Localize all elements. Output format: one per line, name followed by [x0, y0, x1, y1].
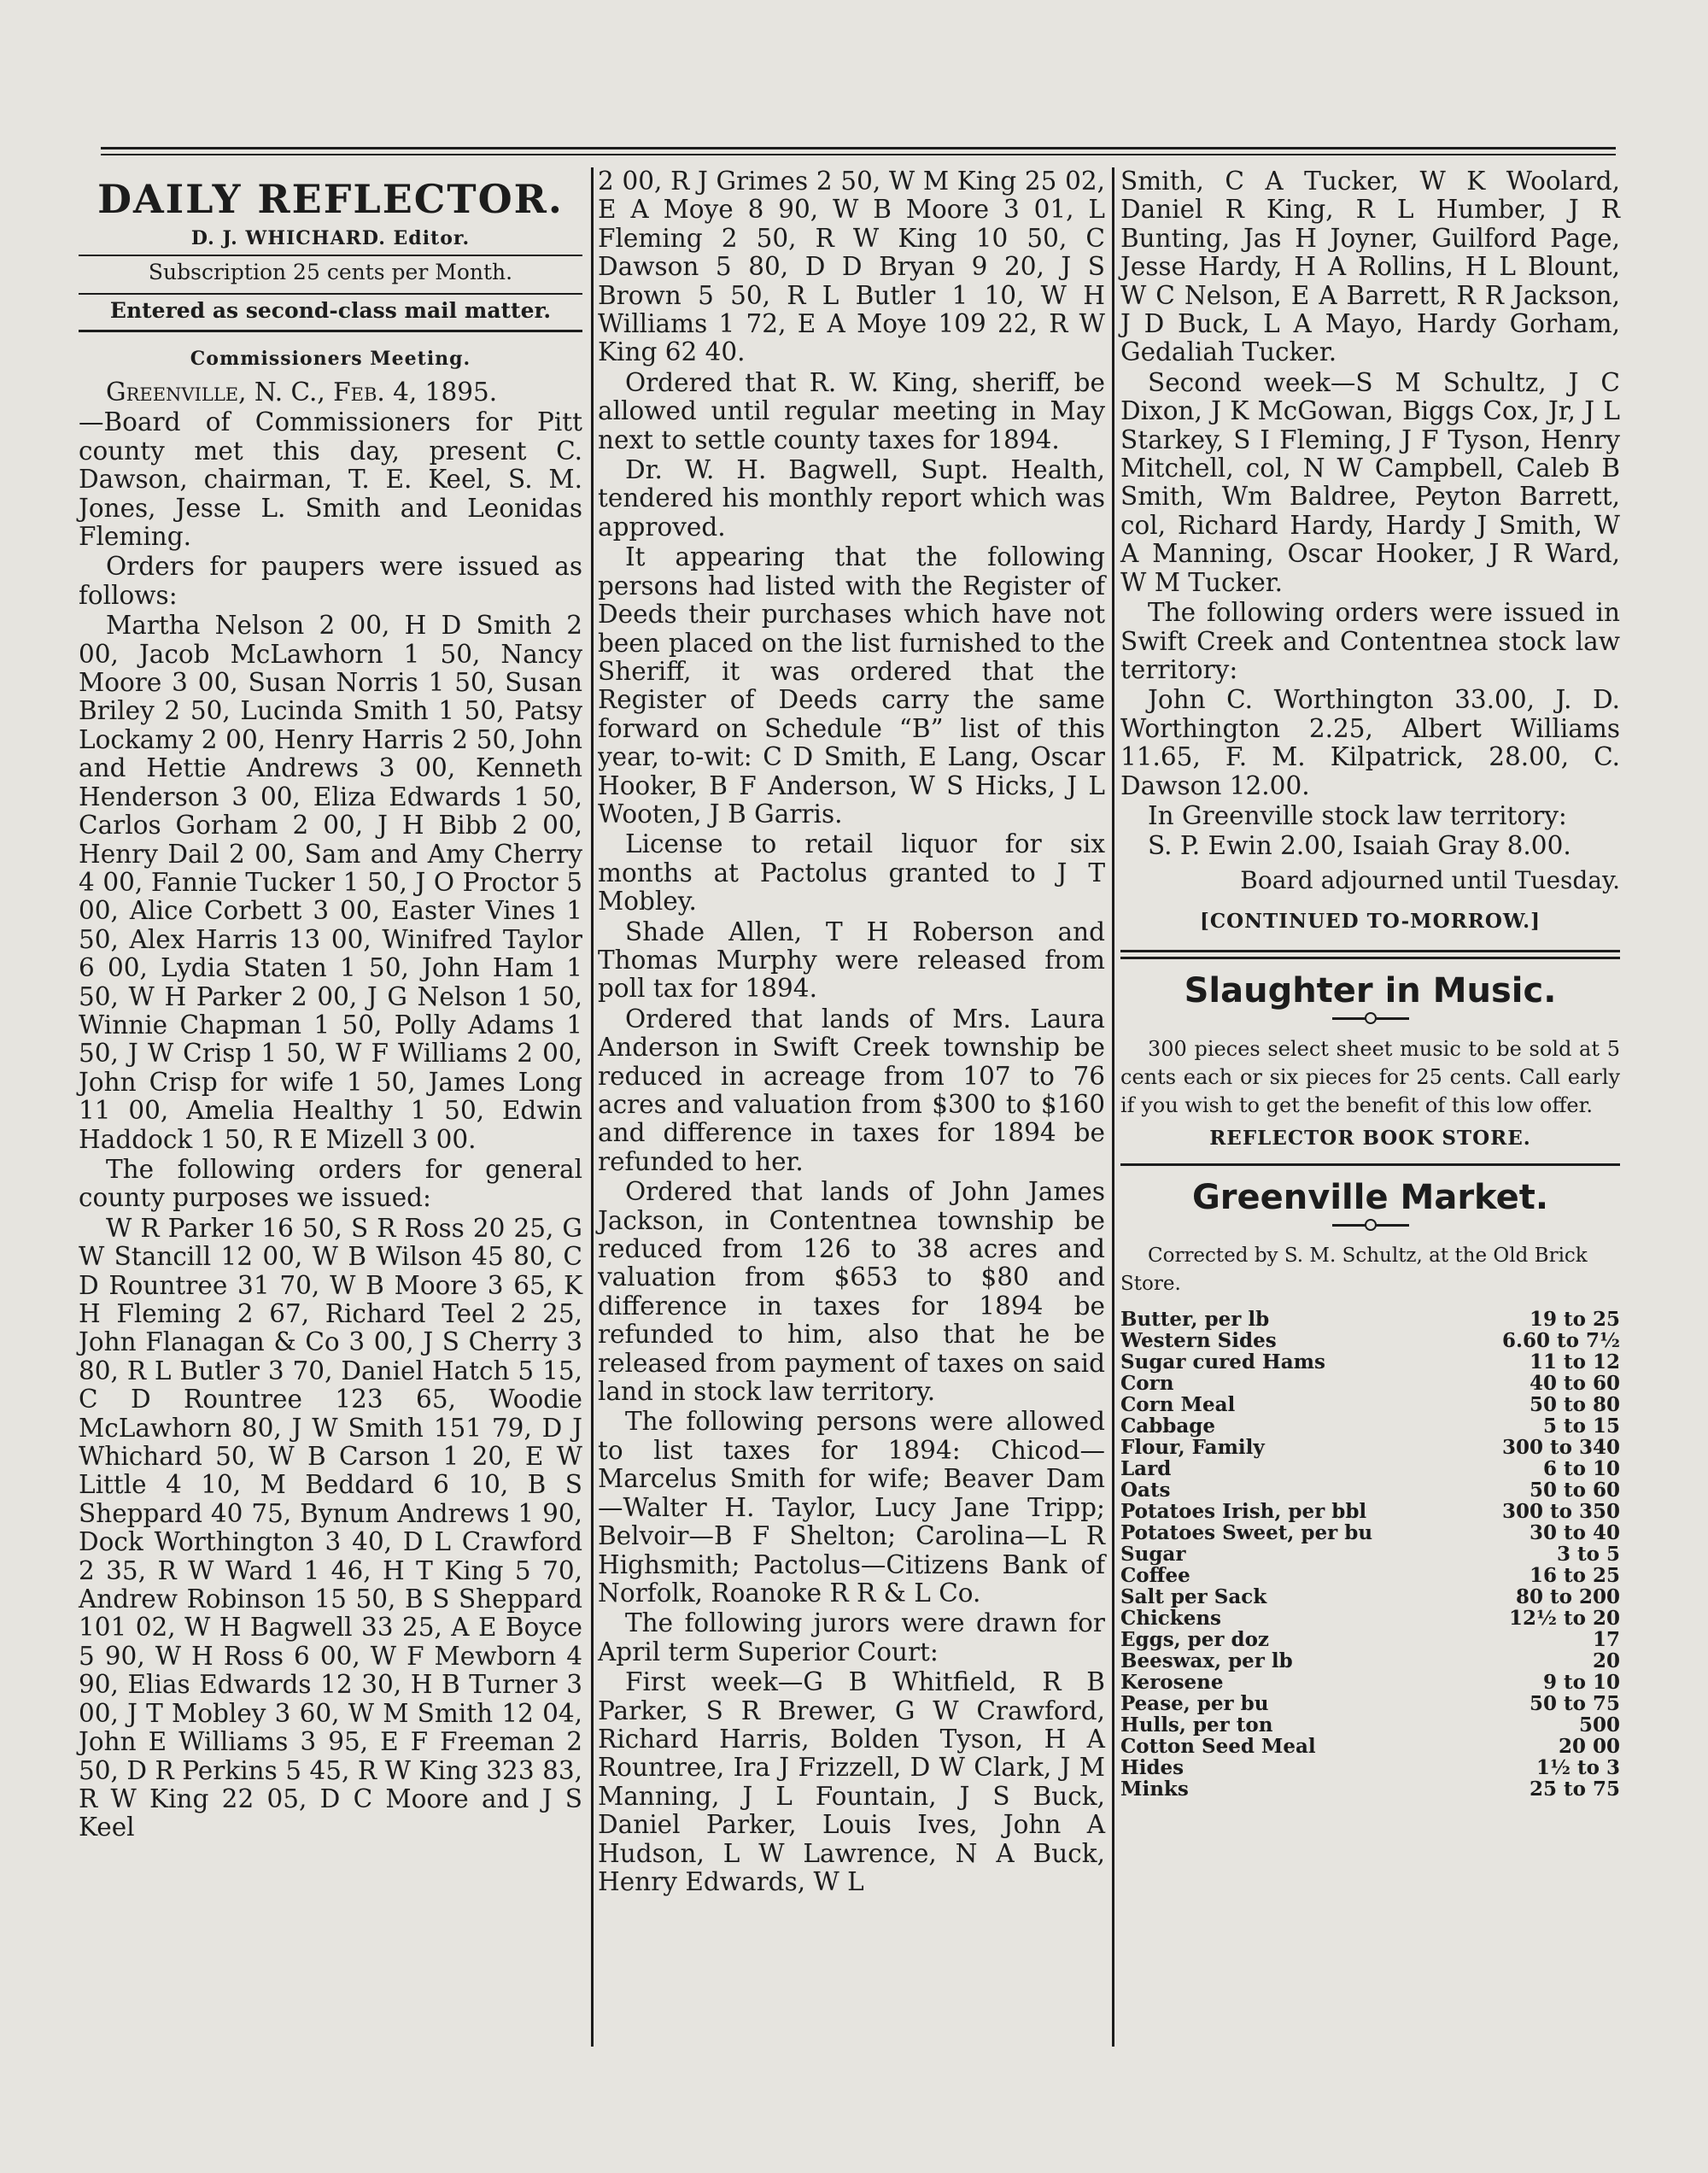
market-item: Kerosene [1120, 1670, 1224, 1694]
market-row [1120, 1565, 1620, 1586]
paragraph: —Board of Commissioners for Pitt county met this day, present C. Dawson, chairman, T. E. Keel, S. M. Jones, Jesse L. Smith and Leonidas Fleming. [79, 407, 582, 552]
paragraph: W R Parker 16 50, S R Ross 20 25, G W Stancill 12 00, W B Wilson 45 80, C D Rountree 31 70, W B Moore 3 65, K H Fleming 2 67, Richard Teel 2 25, John Flanagan & Co 3 00, J S Cherry 3 80, R L Butler 3 70, Daniel Hatch 5 15, C D Rountree 123 65, Woodie McLawhorn 80, J W Smith 151 79, D J Whichard 50, W B Carson 1 20, E W Little 4 10, M Beddard 6 10, B S Sheppard 40 75, Bynum Andrews 1 90, Dock Worthington 3 40, D L Crawford 2 35, R W Ward 1 46, H T King 5 70, Andrew Robinson 15 50, B S Sheppard 101 02, W H Bagwell 33 25, A E Boyce 5 90, W H Ross 6 00, W F Mewborn 4 90, Elias Edwards 12 30, H B Turner 3 00, J T Mobley 3 60, W M Smith 12 04, John E Williams 3 95, E F Freeman 2 50, D R Perkins 5 45, R W King 323 83, R W King 22 05, D C Moore and J S Keel [79, 1213, 582, 1842]
market-item: Lard [1120, 1456, 1172, 1480]
top-rule-thin [101, 154, 1616, 155]
market-price: 9 to 10 [1543, 1670, 1620, 1694]
market-intro: Corrected by S. M. Schultz, at the Old Brick Store. [1120, 1244, 1588, 1295]
market-row [1120, 1672, 1620, 1693]
market-price: 25 to 75 [1530, 1777, 1620, 1801]
top-rule [101, 147, 1616, 149]
market-row [1120, 1394, 1620, 1415]
market-item: Hides [1120, 1755, 1184, 1779]
market-item: Corn [1120, 1371, 1174, 1395]
market-item: Potatoes Sweet, per bu [1120, 1520, 1373, 1544]
paragraph: Shade Allen, T H Roberson and Thomas Murphy were released from poll tax for 1894. [598, 917, 1105, 1004]
market-row [1120, 1373, 1620, 1394]
adjourned-line: Board adjourned until Tuesday. [1240, 865, 1620, 894]
market-item: Beeswax, per lb [1120, 1649, 1293, 1672]
continued-notice: [CONTINUED TO-MORROW.] [1199, 909, 1541, 933]
section-divider [1120, 950, 1620, 959]
paragraph: License to retail liquor for six months at Pactolus granted to J T Mobley. [598, 829, 1105, 917]
market-price-table [1120, 1309, 1620, 1800]
paragraph: 2 00, R J Grimes 2 50, W M King 25 02, E A Moye 8 90, W B Moore 3 01, L Fleming 2 50, R W King 10 50, C Dawson 5 80, D D Bryan 9 20, J S Brown 5 50, R L Butler 1 10, W H Williams 1 72, E A Moye 109 22, R W King 62 40. [598, 167, 1105, 367]
market-item: Salt per Sack [1120, 1584, 1267, 1608]
market-item: Corn Meal [1120, 1392, 1236, 1416]
column-1 [79, 167, 582, 1844]
paragraph: The following orders for general county purposes we issued: [79, 1154, 582, 1213]
market-row [1120, 1693, 1620, 1714]
music-ad-store: REFLECTOR BOOK STORE. [1209, 1126, 1531, 1150]
column-separator [591, 167, 594, 2047]
paragraph: John C. Worthington 33.00, J. D. Worthington 2.25, Albert Williams 11.65, F. M. Kilpatrick, 28.00, C. Dawson 12.00. [1120, 685, 1620, 800]
market-item: Sugar [1120, 1542, 1186, 1566]
market-item: Cabbage [1120, 1414, 1215, 1438]
market-row [1120, 1330, 1620, 1351]
market-row [1120, 1736, 1620, 1757]
market-price: 50 to 80 [1530, 1392, 1620, 1416]
market-price: 20 [1592, 1649, 1620, 1672]
market-row [1120, 1650, 1620, 1672]
masthead-subscription: Subscription 25 cents per Month. [79, 255, 582, 288]
market-price: 16 to 25 [1530, 1563, 1620, 1587]
market-price: 6 to 10 [1543, 1456, 1620, 1480]
market-row [1120, 1608, 1620, 1629]
market-row [1120, 1629, 1620, 1650]
ornament-divider [1332, 1224, 1409, 1228]
market-row [1120, 1458, 1620, 1479]
paragraph: S. P. Ewin 2.00, Isaiah Gray 8.00. [1148, 831, 1571, 861]
market-price: 3 to 5 [1557, 1542, 1620, 1566]
market-row [1120, 1415, 1620, 1437]
market-item: Flour, Family [1120, 1435, 1265, 1459]
paragraph: It appearing that the following persons had listed with the Register of Deeds their purchases which have not been placed on the list furnished to the Sheriff, it was ordered that the Register of Deeds carry the same forward on Schedule “B” list of this year, to-wit: C D Smith, E Lang, Oscar Hooker, B F Anderson, W S Hicks, J L Wooten, J B Garris. [598, 542, 1105, 829]
market-price: 6.60 to 7½ [1502, 1328, 1620, 1352]
market-price: 1½ to 3 [1536, 1755, 1620, 1779]
market-row [1120, 1309, 1620, 1330]
market-item: Pease, per bu [1120, 1691, 1269, 1715]
column-2 [598, 167, 1105, 1898]
market-title: Greenville Market. [1191, 1177, 1549, 1217]
paragraph: Smith, C A Tucker, W K Woolard, Daniel R King, R L Humber, J R Bunting, Jas H Joyner, Guilford Page, Jesse Hardy, H A Rollins, H L Blount, W C Nelson, E A Barrett, R R Jackson, J D Buck, L A Mayo, Hardy Gorham, Gedaliah Tucker. [1120, 167, 1620, 367]
section-title: Commissioners Meeting. [190, 348, 471, 370]
masthead-title: DAILY REFLECTOR. [97, 176, 564, 222]
market-price: 80 to 200 [1516, 1584, 1620, 1608]
market-price: 20 00 [1558, 1734, 1620, 1758]
market-row [1120, 1778, 1620, 1800]
market-price: 50 to 75 [1530, 1691, 1620, 1715]
masthead [79, 176, 582, 332]
music-ad-body: 300 pieces select sheet music to be sold at 5 cents each or six pieces for 25 cents. Call early if you wish to get the benefit of this low offer. [1120, 1036, 1620, 1117]
paragraph: Martha Nelson 2 00, H D Smith 2 00, Jacob McLawhorn 1 50, Nancy Moore 3 00, Susan Norris 1 50, Susan Briley 2 50, Lucinda Smith 1 50, Patsy Lockamy 2 00, Henry Harris 2 50, John and Hettie Andrews 3 00, Kenneth Henderson 3 00, Eliza Edwards 1 50, Carlos Gorham 2 00, J H Bibb 2 00, Henry Dail 2 00, Sam and Amy Cherry 4 00, Fannie Tucker 1 50, J O Proctor 5 00, Alice Corbett 3 00, Easter Vines 1 50, Alex Harris 13 00, Winifred Taylor 6 00, Lydia Staten 1 50, John Ham 1 50, W H Parker 2 00, J G Nelson 1 50, Winnie Chapman 1 50, Polly Adams 1 50, J W Crisp 1 50, W F Williams 2 00, John Crisp for wife 1 50, James Long 11 00, Amelia Healthy 1 50, Edwin Haddock 1 50, R E Mizell 3 00. [79, 611, 582, 1154]
market-item: Potatoes Irish, per bbl [1120, 1499, 1367, 1523]
market-item: Eggs, per doz [1120, 1627, 1269, 1651]
column-separator [1112, 167, 1114, 2047]
market-row [1120, 1351, 1620, 1373]
market-item: Cotton Seed Meal [1120, 1734, 1316, 1758]
market-price: 19 to 25 [1530, 1307, 1620, 1331]
market-row [1120, 1757, 1620, 1778]
paragraph: The following jurors were drawn for April term Superior Court: [598, 1608, 1105, 1666]
dateline: Greenville, N. C., Feb. 4, 1895. [106, 378, 498, 407]
market-price: 11 to 12 [1530, 1350, 1620, 1374]
masthead-editor: D. J. WHICHARD. Editor. [190, 227, 471, 249]
market-price: 30 to 40 [1530, 1520, 1620, 1544]
market-price: 500 [1578, 1713, 1620, 1737]
section-divider [1120, 1163, 1620, 1166]
market-item: Minks [1120, 1777, 1189, 1801]
paragraph: Orders for paupers were issued as follows: [79, 552, 582, 610]
market-price: 5 to 15 [1543, 1414, 1620, 1438]
ornament-divider [1332, 1017, 1409, 1022]
market-price: 17 [1592, 1627, 1620, 1651]
market-price: 40 to 60 [1530, 1371, 1620, 1395]
market-row [1120, 1479, 1620, 1501]
market-price: 300 to 350 [1502, 1499, 1620, 1523]
paragraph: The following orders were issued in Swift Creek and Contentnea stock law territory: [1120, 598, 1620, 684]
paragraph: Ordered that lands of John James Jackson, in Contentnea township be reduced from 126 to 38 acres and valuation from $653 to $80 and difference in taxes for 1894 be refunded to him, also that he be released from payment of taxes on said land in stock law territory. [598, 1177, 1105, 1407]
market-item: Western Sides [1120, 1328, 1277, 1352]
market-row [1120, 1522, 1620, 1543]
market-item: Coffee [1120, 1563, 1190, 1587]
market-row [1120, 1586, 1620, 1608]
market-row [1120, 1501, 1620, 1522]
paragraph: The following persons were allowed to list taxes for 1894: Chicod—Marcelus Smith for wife; Beaver Dam—Walter H. Taylor, Lucy Jane Tripp; Belvoir—B F Shelton; Carolina—L R Highsmith; Pactolus—Citizens Bank of Norfolk, Roanoke R R & L Co. [598, 1407, 1105, 1608]
market-item: Sugar cured Hams [1120, 1350, 1325, 1374]
market-price: 300 to 340 [1502, 1435, 1620, 1459]
market-price: 50 to 60 [1530, 1478, 1620, 1502]
market-row [1120, 1437, 1620, 1458]
market-price: 12½ to 20 [1509, 1606, 1620, 1630]
paragraph: Dr. W. H. Bagwell, Supt. Health, tendered his monthly report which was approved. [598, 455, 1105, 542]
column-3 [1120, 167, 1620, 1800]
masthead-entered: Entered as second-class mail matter. [79, 293, 582, 326]
market-row [1120, 1543, 1620, 1565]
market-row [1120, 1714, 1620, 1736]
market-item: Chickens [1120, 1606, 1222, 1630]
paragraph: Second week—S M Schultz, J C Dixon, J K McGowan, Biggs Cox, Jr, J L Starkey, S I Fleming, J F Tyson, Henry Mitchell, col, N W Campbell, Caleb B Smith, Wm Baldree, Peyton Barrett, col, Richard Hardy, Hardy J Smith, W A Manning, Oscar Hooker, J R Ward, W M Tucker. [1120, 367, 1620, 597]
market-item: Butter, per lb [1120, 1307, 1270, 1331]
paragraph: In Greenville stock law territory: [1148, 800, 1567, 830]
paragraph: Ordered that R. W. King, sheriff, be allowed until regular meeting in May next to settle county taxes for 1894. [598, 367, 1105, 454]
paragraph: First week—G B Whitfield, R B Parker, S R Brewer, G W Crawford, Richard Harris, Bolden Tyson, H A Rountree, Ira J Frizzell, D W Clark, J M Manning, J L Fountain, J S Buck, Daniel Parker, Louis Ives, John A Hudson, L W Lawrence, N A Buck, Henry Edwards, W L [598, 1667, 1105, 1896]
music-ad-title: Slaughter in Music. [1184, 970, 1557, 1010]
market-item: Oats [1120, 1478, 1171, 1502]
paragraph: Ordered that lands of Mrs. Laura Anderson in Swift Creek township be reduced in acreage from 107 to 76 acres and valuation from $300 to $160 and difference in taxes for 1894 be refunded to her. [598, 1004, 1105, 1176]
market-item: Hulls, per ton [1120, 1713, 1273, 1737]
